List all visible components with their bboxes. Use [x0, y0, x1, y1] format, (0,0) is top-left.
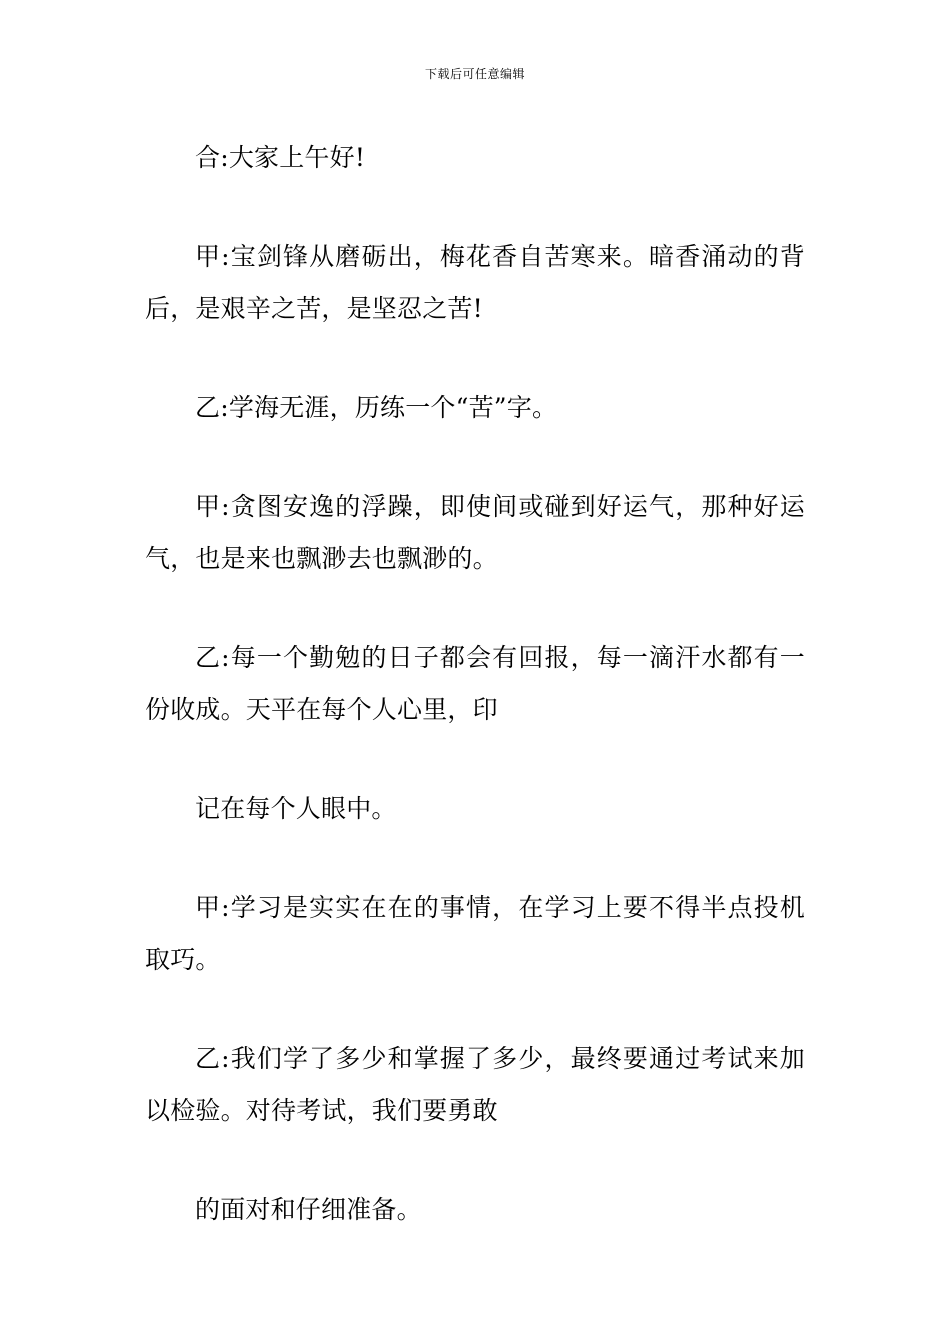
- paragraph-yi-1: 乙:学海无涯，历练一个“苦”字。: [195, 393, 558, 422]
- paragraph-gap: [145, 335, 805, 382]
- paragraph-gap: [145, 585, 805, 632]
- paragraph-gap: [145, 1137, 805, 1184]
- page-header: 下载后可任意编辑: [424, 67, 525, 81]
- paragraph-greeting: 合:大家上午好!: [195, 143, 366, 172]
- paragraph-jia-3: 甲:学习是实实在在的事情，在学习上要不得半点投机取巧。: [145, 893, 805, 974]
- paragraph-gap: [145, 434, 805, 481]
- paragraph-yi-2-continued: 记在每个人眼中。: [195, 794, 397, 823]
- paragraph-gap: [145, 835, 805, 882]
- paragraph-gap: [145, 986, 805, 1033]
- paragraph-jia-1: 甲:宝剑锋从磨砺出，梅花香自苦寒来。暗香涌动的背后，是艰辛之苦，是坚忍之苦!: [145, 242, 805, 323]
- paragraph-gap: [145, 184, 805, 231]
- paragraph-gap: [145, 736, 805, 783]
- paragraph-yi-2: 乙:每一个勤勉的日子都会有回报，每一滴汗水都有一份收成。天平在每个人心里，印: [145, 643, 805, 724]
- paragraph-yi-3: 乙:我们学了多少和掌握了多少，最终要通过考试来加以检验。对待考试，我们要勇敢: [145, 1044, 805, 1125]
- paragraph-jia-2: 甲:贪图安逸的浮躁，即使间或碰到好运气，那种好运气，也是来也飘渺去也飘渺的。: [145, 492, 805, 573]
- document-body: [145, 132, 805, 1236]
- paragraph-yi-3-continued: 的面对和仔细准备。: [195, 1195, 422, 1224]
